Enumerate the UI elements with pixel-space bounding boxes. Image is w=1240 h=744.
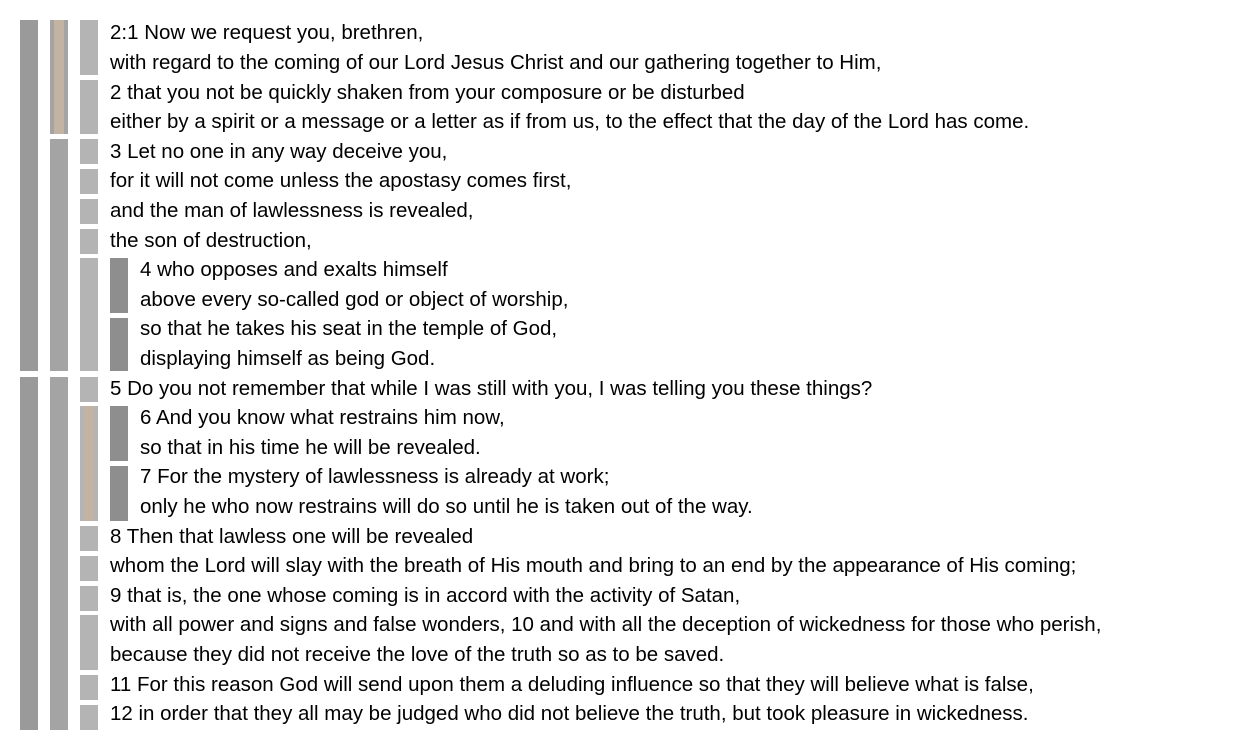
outline-bar-level4-v6	[110, 406, 128, 461]
outline-bar-level3-v3a	[80, 139, 98, 164]
text-line-2: with regard to the coming of our Lord Jesus Christ and our gathering together to Him,	[110, 51, 882, 74]
text-line-12: displaying himself as being God.	[140, 347, 436, 370]
outline-bar-level2-remember	[50, 377, 68, 730]
text-line-19: whom the Lord will slay with the breath of His mouth and bring to an end by the appearance of His coming;	[110, 554, 1077, 578]
text-line-11: so that he takes his seat in the temple of God,	[140, 317, 558, 341]
text-line-15: so that in his time he will be revealed.	[140, 435, 481, 459]
outline-bar-level3-v12	[80, 705, 98, 730]
outline-bar-level2-intro-highlight	[54, 20, 64, 134]
outline-bar-level3-v5	[80, 377, 98, 402]
outline-bar-level3-v1	[80, 20, 98, 75]
text-line-17: only he who now restrains will do so until he is taken out of the way.	[140, 495, 753, 518]
outline-bar-level2-deception	[50, 139, 68, 371]
outline-bar-level3-v10	[80, 615, 98, 670]
outline-bar-level3-v11	[80, 675, 98, 700]
text-line-23: 11 For this reason God will send upon them a deluding influence so that they will believe what is false,	[110, 672, 1034, 696]
text-line-21: with all power and signs and false wonders, 10 and with all the deception of wickedness for those who perish,	[110, 613, 1102, 637]
outline-bar-level3-v4	[80, 258, 98, 371]
text-line-16: 7 For the mystery of lawlessness is already at work;	[140, 465, 610, 489]
outline-bar-level3-v9	[80, 586, 98, 611]
outline-bar-level4-v4b	[110, 318, 128, 371]
outline-bar-level3-v6-7-highlight	[84, 406, 94, 521]
outline-bar-level3-v8a	[80, 526, 98, 551]
outline-bar-level4-v4a	[110, 258, 128, 313]
text-line-10: above every so-called god or object of worship,	[140, 287, 569, 311]
text-line-24: 12 in order that they all may be judged who did not believe the truth, but took pleasure in wickedness.	[110, 702, 1029, 726]
text-line-9: 4 who opposes and exalts himself	[140, 258, 448, 282]
text-line-22: because they did not receive the love of the truth so as to be saved.	[110, 643, 725, 666]
text-line-4: either by a spirit or a message or a letter as if from us, to the effect that the day of the Lord has come.	[110, 110, 1030, 134]
outline-bar-level1-section-b	[20, 377, 38, 730]
outline-bar-level1-section-a	[20, 20, 38, 371]
text-line-18: 8 Then that lawless one will be revealed	[110, 524, 474, 548]
text-line-13: 5 Do you not remember that while I was still with you, I was telling you these things?	[110, 376, 873, 400]
outline-bar-level3-v2	[80, 80, 98, 134]
outline-bar-level3-v3b	[80, 169, 98, 194]
text-line-7: and the man of lawlessness is revealed,	[110, 199, 474, 222]
text-line-5: 3 Let no one in any way deceive you,	[110, 139, 448, 163]
text-line-14: 6 And you know what restrains him now,	[140, 406, 505, 430]
text-line-6: for it will not come unless the apostasy comes first,	[110, 169, 572, 193]
text-line-20: 9 that is, the one whose coming is in accord with the activity of Satan,	[110, 583, 741, 607]
text-line-1: 2:1 Now we request you, brethren,	[110, 21, 424, 45]
outline-bar-level3-v8b	[80, 556, 98, 581]
outline-bar-level4-v7	[110, 466, 128, 521]
outline-bar-level3-v3d	[80, 229, 98, 254]
text-line-8: the son of destruction,	[110, 228, 312, 252]
text-line-3: 2 that you not be quickly shaken from your composure or be disturbed	[110, 80, 745, 104]
outline-bar-level3-v3c	[80, 199, 98, 224]
